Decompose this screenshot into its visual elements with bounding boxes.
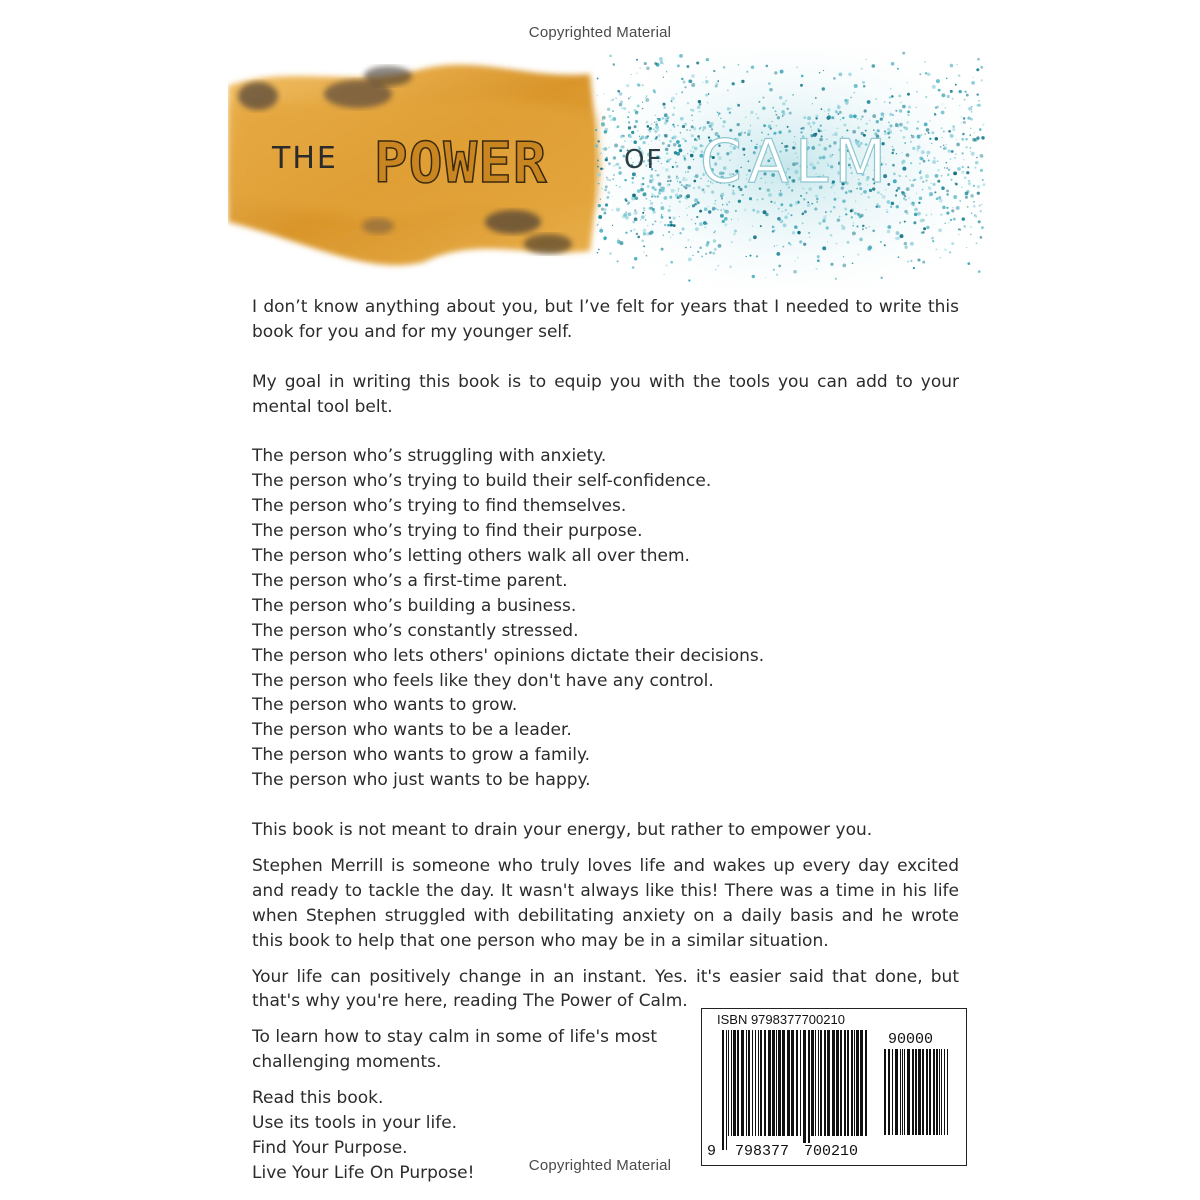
title-word-calm: CALM <box>700 127 893 197</box>
barcode-bars <box>722 1030 872 1150</box>
addon-barcode-bars <box>884 1049 952 1149</box>
list-item: The person who’s letting others walk all over them. <box>252 546 690 567</box>
list-item: The person who wants to be a leader. <box>252 720 572 741</box>
final-line: Find Your Purpose. <box>252 1137 408 1158</box>
list-item: The person who’s trying to find their purpose. <box>252 521 643 542</box>
list-item: The person who wants to grow a family. <box>252 745 591 766</box>
list-item: The person who wants to grow. <box>252 695 518 716</box>
intro-paragraph-1: I don’t know anything about you, but I’ve felt for years that I needed to write this book for you and for my younger self. <box>252 297 959 342</box>
closing-paragraph-3: Your life can positively change in an instant. Yes. it's easier said that done, but that's why you're here, reading The Power of Calm. <box>252 966 959 1012</box>
title-word-of: OF <box>624 145 664 175</box>
person-list <box>252 444 959 793</box>
list-item: The person who’s building a business. <box>252 595 577 616</box>
list-item: The person who’s constantly stressed. <box>252 620 579 641</box>
list-item: The person who’s a first-time parent. <box>252 570 568 591</box>
copyright-watermark-bottom: Copyrighted Material <box>528 1157 672 1174</box>
isbn-digit-first: 9 <box>707 1143 717 1160</box>
closing-paragraph-4: To learn how to stay calm in some of life's most challenging moments. <box>252 1027 657 1073</box>
closing-paragraph-1: This book is not meant to drain your energy, but rather to empower you. <box>252 819 873 840</box>
isbn-digit-group-1: 798377 <box>735 1143 790 1160</box>
list-item: The person who lets others' opinions dictate their decisions. <box>252 645 765 666</box>
isbn-digit-group-2: 700210 <box>804 1143 859 1160</box>
isbn-label: ISBN 9798377700210 <box>717 1012 845 1027</box>
final-line: Live Your Life On Purpose! <box>252 1162 475 1183</box>
title-word-the: THE <box>272 141 338 176</box>
final-line: Read this book. <box>252 1088 384 1109</box>
list-item: The person who’s trying to find themselves. <box>252 496 627 517</box>
title-artwork <box>228 46 986 288</box>
list-item: The person who’s trying to build their self-confidence. <box>252 471 712 492</box>
list-item: The person who feels like they don't have any control. <box>252 670 714 691</box>
list-item: The person who’s struggling with anxiety. <box>252 446 607 467</box>
title-word-power: POWER <box>374 131 548 196</box>
final-line: Use its tools in your life. <box>252 1113 458 1134</box>
list-item: The person who just wants to be happy. <box>252 770 591 791</box>
copyright-watermark-top: Copyrighted Material <box>528 24 672 41</box>
intro-paragraph-2: My goal in writing this book is to equip you with the tools you can add to your mental tool belt. <box>252 371 959 417</box>
closing-paragraph-2: Stephen Merrill is someone who truly loves life and wakes up every day excited and ready to tackle the day. It wasn't always like this! There was a time in his life when Stephen struggled with debilitating anxiety on a daily basis and he wrote this book to help that one person who may be in a similar situation. <box>252 855 959 951</box>
isbn-barcode <box>701 1008 967 1166</box>
title-banner <box>228 46 986 288</box>
price-code: 90000 <box>888 1031 934 1048</box>
